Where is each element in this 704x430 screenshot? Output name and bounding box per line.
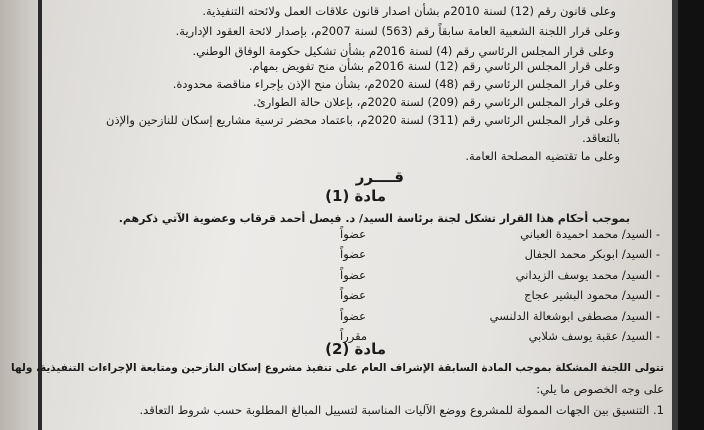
member-row xyxy=(200,268,660,288)
member-role: مقرراً xyxy=(340,329,368,343)
preamble-line: بالتعاقد. xyxy=(582,131,620,145)
member-row xyxy=(200,247,660,267)
article-2-line: على وجه الخصوص ما يلي: xyxy=(536,382,664,396)
article-2-title: مادة (2) xyxy=(325,340,386,358)
member-role: عضواً xyxy=(340,247,366,261)
member-row xyxy=(200,227,660,247)
member-name: - السيد/ محمد احميدة العباني xyxy=(520,227,660,241)
article-1-intro: بموجب أحكام هذا القرار تشكل لجنة برئاسة السيد/ د. فيصل أحمد قرقاب وعضوية الآتي ذكرهم. xyxy=(118,212,630,225)
member-role: عضواً xyxy=(340,288,366,302)
member-row xyxy=(200,329,660,349)
member-name: - السيد/ مصطفى ابوشعالة الدلنسي xyxy=(489,309,660,323)
preamble-line: وعلى قرار المجلس الرئاسي رقم (4) لسنة 2016م بشأن تشكيل حكومة الوفاق الوطني. xyxy=(192,44,614,58)
member-role: عضواً xyxy=(340,268,366,282)
preamble-line: وعلى قرار المجلس الرئاسي رقم (311) لسنة 2020م، باعتماد محضر ترسية مشاريع إسكان للنازحين والإذن xyxy=(106,113,620,127)
article-2-item: 1. التنسيق بين الجهات الممولة للمشروع ووضع الآليات المناسبة لتسييل المبالغ المطلوبة حسب شروط التعاقد. xyxy=(139,403,664,417)
preamble-line: وعلى ما تقتضيه المصلحة العامة. xyxy=(465,149,620,163)
member-name: - السيد/ عقبة يوسف شلابي xyxy=(528,329,660,343)
preamble-line: وعلى قرار المجلس الرئاسي رقم (209) لسنة 2020م، بإعلان حالة الطوارئ. xyxy=(253,95,620,109)
article-1-title: مادة (1) xyxy=(325,187,386,205)
member-name: - السيد/ محمد يوسف الزيداني xyxy=(515,268,660,282)
preamble-line: وعلى قرار اللجنة الشعبية العامة سابقاً رقم (563) لسنة 2007م، بإصدار لائحة العقود الإدارية. xyxy=(175,24,620,38)
member-name: - السيد/ ابوبكر محمد الجفال xyxy=(524,247,660,261)
member-row xyxy=(200,288,660,308)
preamble-line: وعلى قانون رقم (12) لسنة 2010م بشأن اصدار قانون علاقات العمل ولائحته التنفيذية. xyxy=(202,4,616,18)
article-2-line: تتولى اللجنة المشكلة بموجب المادة السابقة الإشراف العام على تنفيذ مشروع إسكان النازحين ومتابعة الإجراءات التنفيذية، ولها xyxy=(11,362,664,374)
right-border xyxy=(678,0,704,430)
decision-heading: قــــرر xyxy=(355,168,404,186)
member-role: عضواً xyxy=(340,227,366,241)
preamble-line: وعلى قرار المجلس الرئاسي رقم (48) لسنة 2020م، بشأن منح الإذن بإجراء مناقصة محدودة. xyxy=(172,77,620,91)
preamble-line: وعلى قرار المجلس الرئاسي رقم (12) لسنة 2016م بشأن منح تفويض بمهام. xyxy=(248,59,620,73)
member-name: - السيد/ محمود البشير عجاج xyxy=(524,288,660,302)
member-role: عضواً xyxy=(340,309,366,323)
member-row xyxy=(200,309,660,329)
